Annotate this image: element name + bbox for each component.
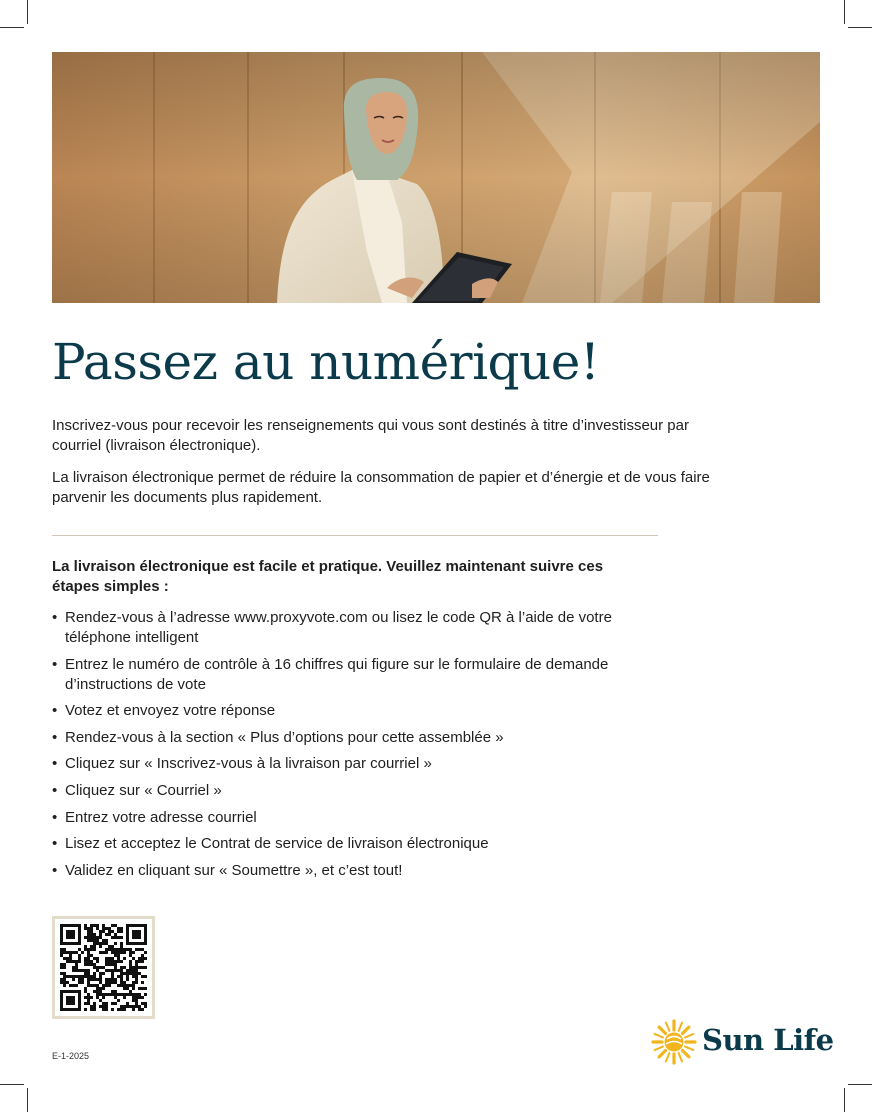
step-text: Lisez et acceptez le Contrat de service de livraison électronique: [65, 835, 489, 853]
logo-wordmark: Sun Life: [702, 1023, 834, 1057]
sun-ray: [655, 1034, 663, 1037]
sun-icon: [650, 1018, 698, 1066]
intro-paragraph: Inscrivez-vous pour recevoir les renseignements qui vous sont destinés à titre d’investisseur par courriel (livraison électronique).: [52, 417, 689, 454]
crop-mark-top-right-h: [848, 27, 872, 28]
qr-modules: [60, 924, 147, 1011]
bullet: •: [52, 835, 58, 853]
step-text: Rendez-vous à l’adresse www.proxyvote.com ou lisez le code QR à l’aide de votre téléphone intelligent: [65, 609, 612, 646]
crop-mark-bottom-left-h: [0, 1084, 24, 1085]
list-item: [52, 701, 652, 721]
document-code: E-1-2025: [52, 1051, 90, 1061]
crop-mark-top-left-v: [27, 0, 28, 24]
list-item: [52, 808, 652, 828]
step-text: Rendez-vous à la section « Plus d’options pour cette assemblée »: [65, 728, 504, 746]
bullet: •: [52, 655, 58, 673]
list-item: [52, 728, 652, 748]
sun-ray: [679, 1053, 682, 1061]
qr-code[interactable]: [52, 916, 155, 1019]
sun-life-logo: [650, 1016, 834, 1064]
sun-ray: [682, 1027, 688, 1033]
intro-paragraph: La livraison électronique permet de réduire la consommation de papier et d’énergie et de vous faire parvenir les documents plus rapidement.: [52, 469, 710, 506]
crop-mark-top-left-h: [0, 27, 24, 28]
bullet: •: [52, 702, 58, 720]
sun-ray: [666, 1053, 669, 1061]
sun-ray: [659, 1027, 665, 1033]
list-item: [52, 834, 652, 854]
crop-mark-bottom-left-v: [27, 1088, 28, 1112]
sun-ray: [682, 1050, 688, 1056]
steps-list: [52, 608, 652, 887]
step-text: Entrez le numéro de contrôle à 16 chiffres qui figure sur le formulaire de demande d’instructions de vote: [65, 655, 609, 693]
list-item: [52, 608, 652, 648]
bullet: •: [52, 781, 58, 799]
sun-ray: [679, 1023, 682, 1031]
list-item: [52, 655, 652, 695]
intro-section: [52, 416, 712, 520]
crop-mark-bottom-right-v: [844, 1088, 845, 1112]
list-item: [52, 754, 652, 774]
sun-ray: [685, 1034, 693, 1037]
crop-mark-bottom-right-h: [848, 1084, 872, 1085]
bullet: •: [52, 728, 58, 746]
list-item: [52, 781, 652, 801]
step-text: Validez en cliquant sur « Soumettre », et c’est tout!: [65, 861, 403, 879]
bullet: •: [52, 861, 58, 879]
sun-ray: [685, 1047, 693, 1050]
bullet: •: [52, 609, 58, 626]
hero-photo: [52, 52, 820, 303]
sun-ray: [655, 1047, 663, 1050]
step-text: Entrez votre adresse courriel: [65, 808, 257, 826]
woman-with-tablet-photo: [52, 52, 820, 303]
step-text: Cliquez sur « Courriel »: [65, 781, 222, 799]
step-text: Cliquez sur « Inscrivez-vous à la livraison par courriel »: [65, 755, 432, 773]
crop-mark-top-right-v: [844, 0, 845, 24]
bullet: •: [52, 808, 58, 826]
qr-code-icon: [55, 919, 152, 1016]
steps-heading: La livraison électronique est facile et pratique. Veuillez maintenant suivre ces étapes simples :: [52, 558, 604, 595]
sun-ray: [666, 1023, 669, 1031]
section-divider: [52, 535, 658, 536]
page-title: Passez au numérique!: [52, 333, 600, 391]
sun-ray: [659, 1050, 665, 1056]
bullet: •: [52, 755, 58, 773]
step-text: Votez et envoyez votre réponse: [65, 702, 276, 720]
list-item: [52, 861, 652, 881]
